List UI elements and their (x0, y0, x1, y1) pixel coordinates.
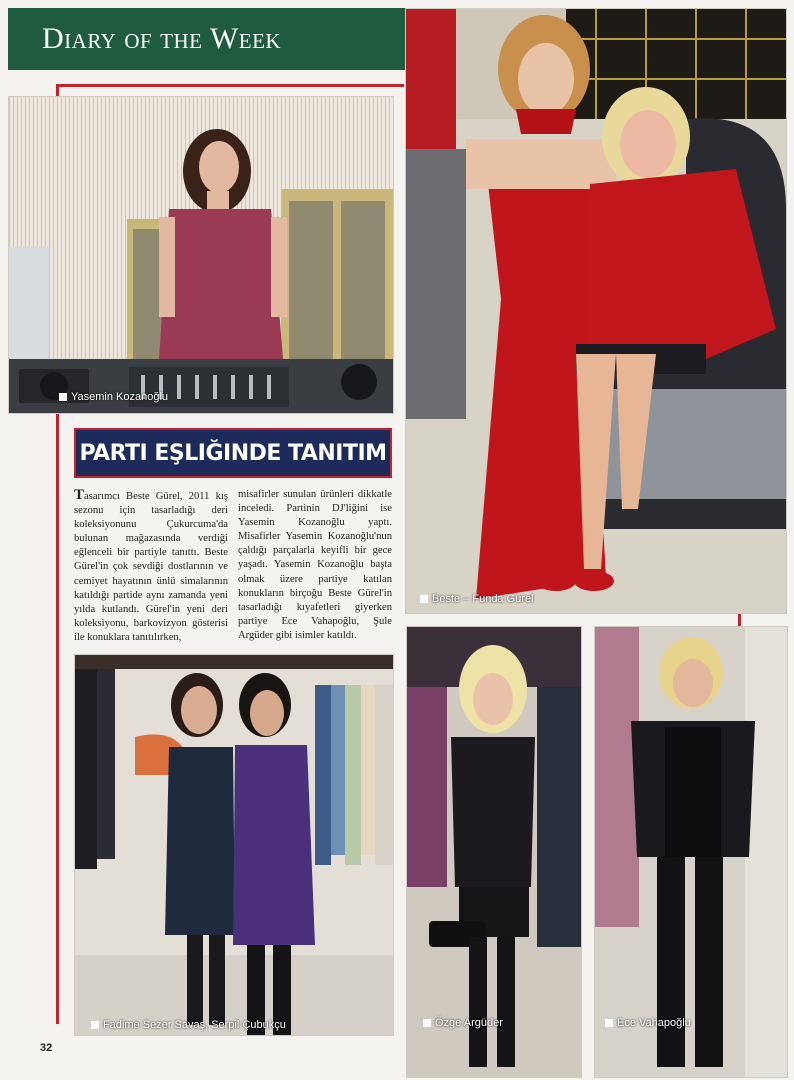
red-rule-top (56, 84, 404, 87)
caption-couple-text: Beste – Funda Gürel (432, 593, 534, 605)
photo-dj-image (9, 97, 393, 413)
caption-ozge (423, 1017, 503, 1029)
caption-pair-text: Fadime Sezer Savaş, Serpil Çubukçu (103, 1019, 286, 1031)
photo-pair-image (75, 655, 393, 1035)
caption-dj-text: Yasemin Kozanoğlu (71, 391, 169, 403)
photo-pair (74, 654, 394, 1036)
photo-ece (594, 626, 788, 1078)
photo-ozge-image (407, 627, 581, 1077)
caption-square-icon (605, 1019, 613, 1027)
photo-couple-image (406, 9, 786, 613)
article-column-2 (238, 488, 392, 643)
photo-ozge (406, 626, 582, 1078)
caption-dj (59, 391, 168, 403)
caption-square-icon (59, 393, 67, 401)
caption-ozge-text: Özge Argüder (435, 1017, 503, 1029)
article-column-2-text: misafirler sunulan ürünleri dikkatle inceledi. Partinin DJ'liğini ise Yasemin Kozanoğlu yaptı. Misafirler Yasemin Kozanoğlu'nun çaldığı parçalarla keyifli bir gece yaşadı. Yasemin Kozanoğlu başta olmak üzere partiye katılan konukların birçoğu Beste Gürel'in tasarladığı kıyafetleri giyerken partiye Ece Vahapoğlu, Şule Argüder gibi isimler katıldı. (238, 489, 392, 641)
page-number: 32 (40, 1042, 53, 1054)
caption-couple (420, 593, 534, 605)
section-title: Diary of the Week (42, 22, 282, 55)
caption-square-icon (423, 1019, 431, 1027)
article-column-1 (74, 488, 228, 645)
article-headline: PARTI EŞLIĞINDE TANITIM (79, 441, 387, 466)
photo-dj (8, 96, 394, 414)
article-dropcap: T (74, 487, 85, 503)
caption-square-icon (91, 1021, 99, 1029)
caption-ece (605, 1017, 691, 1029)
caption-square-icon (420, 595, 428, 603)
photo-ece-image (595, 627, 787, 1077)
article-column-1-text: asarımcı Beste Gürel, 2011 kış sezonu için tasarladığı deri koleksiyonunu Çukurcuma'da bulunan mağazasında verdiği eğlenceli bir partiyle tanıttı. Beste Gürel'in çok sevdiği dostlarının ve cemiyet hayatının ünlü simalarının katıldığı partide aynı zamanda yeni yılda kutlandı. Gürel'in yeni deri koleksiyonu, barkovizyon gösterisi ile konuklara tanıtılırken, (74, 491, 228, 643)
caption-pair (91, 1019, 286, 1031)
section-header (8, 8, 406, 70)
article-headline-banner (74, 428, 392, 478)
photo-couple (405, 8, 787, 614)
red-rule-right (738, 614, 741, 626)
caption-ece-text: Ece Vahapoğlu (617, 1017, 691, 1029)
